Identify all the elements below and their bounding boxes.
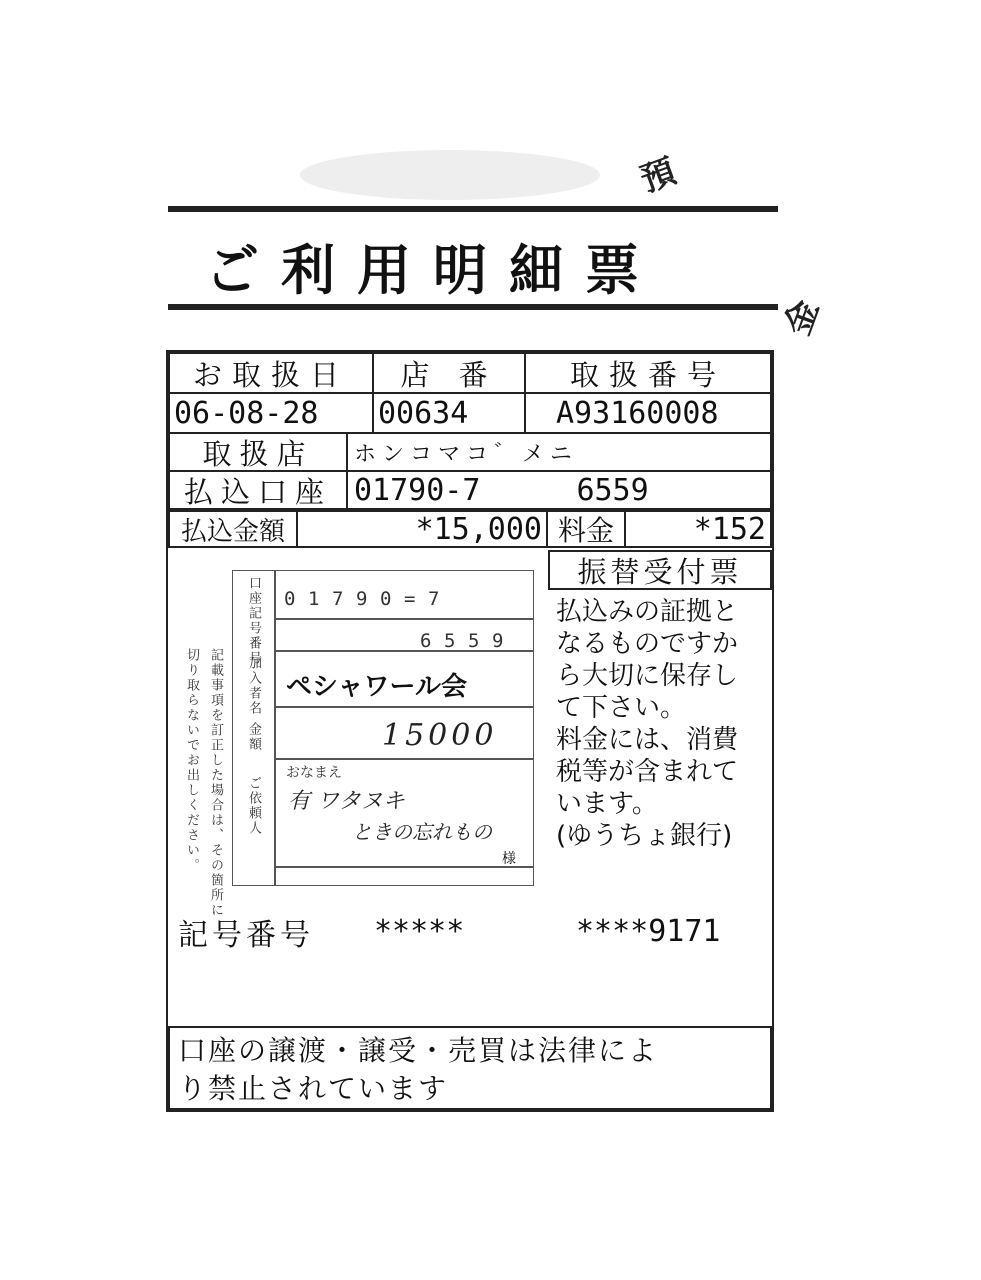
- slip-digit: 7: [428, 588, 440, 610]
- account-label: 払込口座: [168, 470, 348, 510]
- slip-left-note-1: 切り取らないでお出しください。: [184, 648, 199, 873]
- date-value: 06-08-28: [168, 392, 374, 434]
- handling-branch-label: 取扱店: [168, 432, 348, 472]
- branch-value: 00634: [372, 392, 526, 434]
- slip-left-note-2: 記載事項を訂正した場合は、その箇所に: [208, 648, 223, 918]
- txn-value: A93160008: [524, 392, 772, 434]
- slip-sender-line1: 有 ワタヌキ: [288, 789, 405, 814]
- slip-digit: 9: [492, 630, 504, 652]
- account-number: [346, 470, 772, 510]
- title-bottom-rule: [168, 304, 778, 310]
- slip-digit: 9: [356, 588, 368, 610]
- payment-slip: [182, 548, 542, 918]
- slip-digit: 6: [420, 630, 432, 652]
- txn-header: 取扱番号: [524, 352, 772, 394]
- slip-digit: 1: [308, 588, 320, 610]
- handling-branch-value: ホンコマコ゛メニ: [346, 432, 772, 472]
- slip-side-label: 口座記号番号: [246, 576, 261, 666]
- slip-side-label: 金額: [246, 722, 261, 752]
- fee-label: 料金: [546, 510, 626, 548]
- slip-row-divider-1: [274, 618, 534, 620]
- slip-col-divider: [274, 570, 276, 886]
- receipt-type: 振替受付票: [548, 550, 772, 590]
- code-label: 記号番号: [178, 918, 314, 953]
- amount-label: 払込金額: [168, 510, 298, 548]
- branch-header: 店 番: [372, 352, 526, 394]
- code-part1: *****: [374, 914, 465, 949]
- slip-digit: 0: [284, 588, 296, 610]
- receipt-box: [166, 350, 774, 1112]
- amount-value: *15,000: [296, 510, 548, 548]
- slip-side-label: 加入者名: [246, 656, 261, 716]
- slip-digit: =: [404, 588, 416, 610]
- slip-digit: 5: [468, 630, 480, 652]
- slip-payee: ペシャワール会: [286, 672, 467, 702]
- code-part2: ****9171: [576, 914, 721, 949]
- footer-text: 口座の譲渡・譲受・売買は法律によ り禁止されています: [178, 1034, 659, 1105]
- slip-digit: 7: [332, 588, 344, 610]
- slip-name-label: おなまえ: [286, 765, 342, 781]
- slip-row-divider-5: [274, 866, 534, 868]
- slip-sender-line2: ときの忘れもの: [352, 820, 492, 844]
- stamp-right: 金: [777, 294, 827, 341]
- footer-notice: [168, 1026, 772, 1110]
- slip-row-divider-3: [274, 706, 534, 708]
- account-sub-text: 6559: [576, 472, 649, 508]
- slip-digit: 0: [380, 588, 392, 610]
- slip-side-label: ご依頼人: [246, 776, 261, 836]
- notice-text: 払込みの証拠と なるものですか ら大切に保存し て下さい。 料金には、消費 税等が含まれて います。 (ゆうちょ銀行): [556, 597, 739, 851]
- stamp-left: 預: [635, 151, 682, 201]
- page-title: ご利用明細票: [205, 239, 661, 302]
- date-header: お取扱日: [168, 352, 374, 394]
- slip-honorific: 様: [502, 851, 516, 867]
- account-number-text: 01790-7: [354, 472, 481, 508]
- slip-row-divider-4: [274, 758, 534, 760]
- title-top-rule: [168, 206, 778, 212]
- slip-amount-handwritten: 15000: [382, 718, 498, 753]
- fee-value: *152: [624, 510, 772, 548]
- slip-digit: 5: [444, 630, 456, 652]
- scan-smudge: [300, 150, 600, 200]
